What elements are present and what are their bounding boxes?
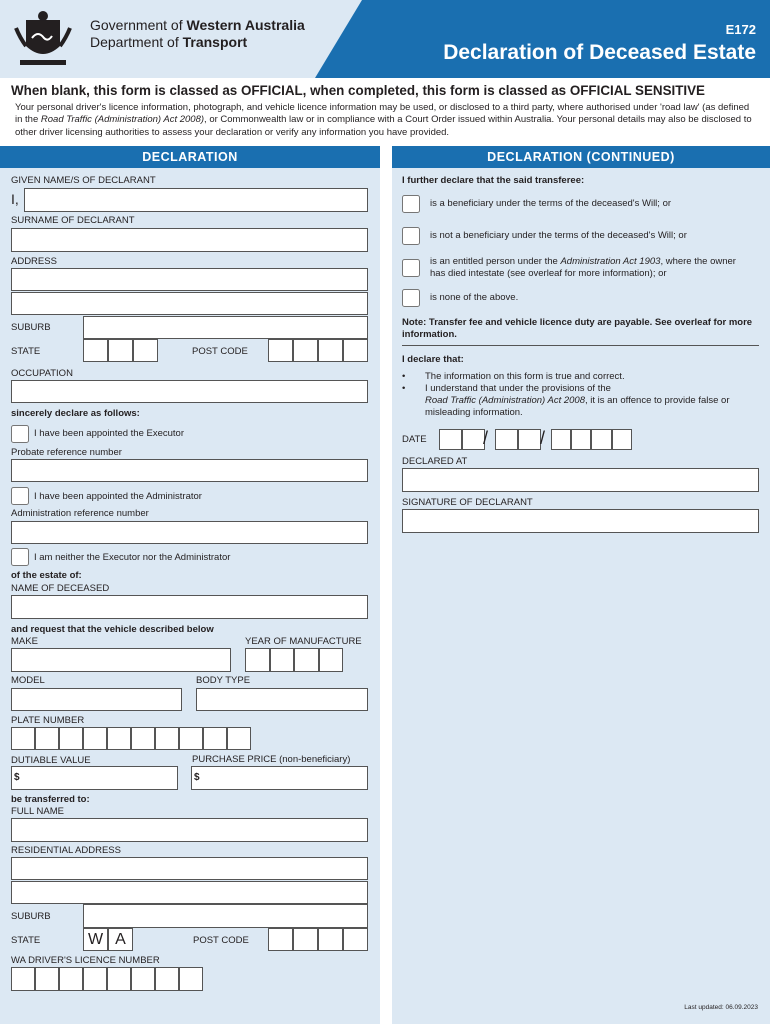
- declared-at-input[interactable]: [402, 468, 759, 492]
- not-beneficiary-checkbox[interactable]: [402, 227, 420, 245]
- purchase-input[interactable]: [191, 766, 368, 790]
- state-cell[interactable]: [108, 339, 133, 362]
- plate-number-cell[interactable]: [107, 727, 131, 750]
- sincerely-label: sincerely declare as follows:: [11, 408, 140, 419]
- name-deceased-label: NAME OF DECEASED: [11, 583, 110, 594]
- state-cell[interactable]: [133, 339, 158, 362]
- probate-input[interactable]: [11, 459, 368, 482]
- divider: [402, 345, 759, 346]
- year-label: YEAR OF MANUFACTURE: [245, 636, 362, 647]
- admin-ref-input[interactable]: [11, 521, 368, 544]
- none-above-checkbox[interactable]: [402, 289, 420, 307]
- date-day-cell[interactable]: [462, 429, 485, 450]
- suburb-label: SUBURB: [11, 322, 51, 333]
- date-year-cell[interactable]: [551, 429, 571, 450]
- i-declare-label: I declare that:: [402, 354, 464, 365]
- plate-number-cell[interactable]: [35, 727, 59, 750]
- state-w-cell: W: [83, 928, 108, 951]
- date-year-cell[interactable]: [591, 429, 612, 450]
- given-names-input[interactable]: [24, 188, 368, 212]
- full-name-label: FULL NAME: [11, 806, 64, 817]
- form-title: Declaration of Deceased Estate: [443, 41, 756, 64]
- bullet: •: [402, 383, 406, 394]
- licence-number-cell[interactable]: [131, 967, 155, 991]
- declaration-heading: DECLARATION: [0, 146, 380, 168]
- plate-number-cell[interactable]: [203, 727, 227, 750]
- date-day-cell[interactable]: [439, 429, 462, 450]
- make-label: MAKE: [11, 636, 38, 647]
- classification-notice: When blank, this form is classed as OFFICIAL, when completed, this form is classed as OFFICIAL SENSITIVE: [11, 83, 705, 98]
- administrator-checkbox[interactable]: [11, 487, 29, 505]
- executor-label: I have been appointed the Executor: [34, 428, 185, 439]
- wa-crest-logo: [12, 8, 74, 70]
- licence-number-cell[interactable]: [107, 967, 131, 991]
- res-address-line1-input[interactable]: [11, 857, 368, 880]
- signature-field[interactable]: [402, 509, 759, 533]
- licence-number-cell[interactable]: [155, 967, 179, 991]
- date-year-cell[interactable]: [612, 429, 632, 450]
- given-names-label: GIVEN NAME/S OF DECLARANT: [11, 175, 156, 186]
- address-line2-input[interactable]: [11, 292, 368, 315]
- date-label: DATE: [402, 434, 427, 445]
- purchase-label: PURCHASE PRICE (non-beneficiary): [192, 754, 351, 765]
- date-slash: /: [540, 428, 546, 448]
- plate-number-cell[interactable]: [59, 727, 83, 750]
- privacy-intro: Your personal driver's licence information, photograph, and vehicle licence information may be used, or disclosed to a third party, where authorised under 'road law' (as defined in the Road Traffic (Administration) Act 2008), or Commonwealth law or in compliance with a Court Order issued within Australia. Your personal details may also be disclosed to other driver licensing authorities to assess your declaration or verify any information you have provided.: [15, 102, 752, 138]
- last-updated: Last updated: 06.09.2023: [684, 1004, 758, 1011]
- licence-number-cell[interactable]: [11, 967, 35, 991]
- postcode-cell[interactable]: [318, 339, 343, 362]
- model-label: MODEL: [11, 675, 45, 686]
- model-input[interactable]: [11, 688, 182, 711]
- surname-input[interactable]: [11, 228, 368, 252]
- neither-label: I am neither the Executor nor the Administrator: [34, 552, 231, 563]
- postcode2-cell[interactable]: [343, 928, 368, 951]
- transfer-fee-note: Note: Transfer fee and vehicle licence duty are payable. See overleaf for more information.: [402, 317, 753, 340]
- none-above-label: is none of the above.: [430, 292, 519, 303]
- dutiable-label: DUTIABLE VALUE: [11, 755, 91, 766]
- date-year-cell[interactable]: [571, 429, 591, 450]
- licence-number-cell[interactable]: [83, 967, 107, 991]
- suburb-input[interactable]: [83, 316, 368, 339]
- postcode2-cell[interactable]: [318, 928, 343, 951]
- full-name-input[interactable]: [11, 818, 368, 842]
- plate-number-cell[interactable]: [179, 727, 203, 750]
- year-cell[interactable]: [319, 648, 343, 672]
- of-estate-label: of the estate of:: [11, 570, 82, 581]
- further-declare-label: I further declare that the said transferee:: [402, 175, 585, 186]
- not-beneficiary-label: is not a beneficiary under the terms of the deceased's Will; or: [430, 230, 687, 241]
- body-type-input[interactable]: [196, 688, 368, 711]
- suburb2-input[interactable]: [83, 904, 368, 928]
- declaration-statement-1: The information on this form is true and correct.: [425, 371, 625, 382]
- entitled-person-checkbox[interactable]: [402, 259, 420, 277]
- state-a-cell: A: [108, 928, 133, 951]
- postcode-cell[interactable]: [268, 339, 293, 362]
- dollar-sign: $: [14, 772, 20, 783]
- postcode-cell[interactable]: [343, 339, 368, 362]
- licence-label: WA DRIVER'S LICENCE NUMBER: [11, 955, 160, 966]
- dutiable-input[interactable]: [11, 766, 178, 790]
- probate-label: Probate reference number: [11, 447, 122, 458]
- year-cell[interactable]: [294, 648, 319, 672]
- date-month-cell[interactable]: [495, 429, 518, 450]
- date-month-cell[interactable]: [518, 429, 541, 450]
- transferred-label: be transferred to:: [11, 794, 90, 805]
- suburb2-label: SUBURB: [11, 911, 51, 922]
- postcode2-cell[interactable]: [293, 928, 318, 951]
- surname-label: SURNAME OF DECLARANT: [11, 215, 135, 226]
- dollar-sign: $: [194, 772, 200, 783]
- body-type-label: BODY TYPE: [196, 675, 251, 686]
- state2-label: STATE: [11, 935, 41, 946]
- res-address-line2-input[interactable]: [11, 881, 368, 904]
- admin-ref-label: Administration reference number: [11, 508, 149, 519]
- i-prefix: I,: [11, 191, 19, 207]
- res-address-label: RESIDENTIAL ADDRESS: [11, 845, 121, 856]
- government-name: Government of Western Australia Department of Transport: [90, 17, 305, 50]
- form-code: E172: [725, 22, 756, 37]
- administrator-label: I have been appointed the Administrator: [34, 491, 202, 502]
- make-input[interactable]: [11, 648, 231, 672]
- neither-checkbox[interactable]: [11, 548, 29, 566]
- declaration-continued-heading: DECLARATION (CONTINUED): [392, 146, 770, 168]
- postcode2-cell[interactable]: [268, 928, 293, 951]
- address-line1-input[interactable]: [11, 268, 368, 291]
- name-deceased-input[interactable]: [11, 595, 368, 619]
- plate-number-cell[interactable]: [131, 727, 155, 750]
- executor-checkbox[interactable]: [11, 425, 29, 443]
- plate-number-cell[interactable]: [11, 727, 35, 750]
- licence-number-cell[interactable]: [179, 967, 203, 991]
- address-label: ADDRESS: [11, 256, 57, 267]
- entitled-person-label: is an entitled person under the Administration Act 1903, where the owner has died intestate (see overleaf for more information); or: [430, 256, 736, 279]
- occupation-label: OCCUPATION: [11, 368, 73, 379]
- postcode2-label: POST CODE: [193, 935, 249, 946]
- declared-at-label: DECLARED AT: [402, 456, 468, 467]
- beneficiary-label: is a beneficiary under the terms of the deceased's Will; or: [430, 198, 672, 209]
- occupation-input[interactable]: [11, 380, 368, 403]
- request-label: and request that the vehicle described below: [11, 624, 214, 635]
- plate-label: PLATE NUMBER: [11, 715, 85, 726]
- beneficiary-checkbox[interactable]: [402, 195, 420, 213]
- state-label: STATE: [11, 346, 41, 357]
- postcode-label: POST CODE: [192, 346, 248, 357]
- licence-number-cell[interactable]: [59, 967, 83, 991]
- year-cell[interactable]: [245, 648, 270, 672]
- signature-label: SIGNATURE OF DECLARANT: [402, 497, 533, 508]
- date-slash: /: [483, 428, 489, 448]
- plate-number-cell[interactable]: [83, 727, 107, 750]
- state-cell[interactable]: [83, 339, 108, 362]
- licence-number-cell[interactable]: [35, 967, 59, 991]
- declaration-statement-2: I understand that under the provisions of the Road Traffic (Administration) Act 2008, it is an offence to provide false or misleading information.: [425, 383, 730, 418]
- plate-number-cell[interactable]: [227, 727, 251, 750]
- postcode-cell[interactable]: [293, 339, 318, 362]
- year-cell[interactable]: [270, 648, 294, 672]
- plate-number-cell[interactable]: [155, 727, 179, 750]
- bullet: •: [402, 371, 406, 382]
